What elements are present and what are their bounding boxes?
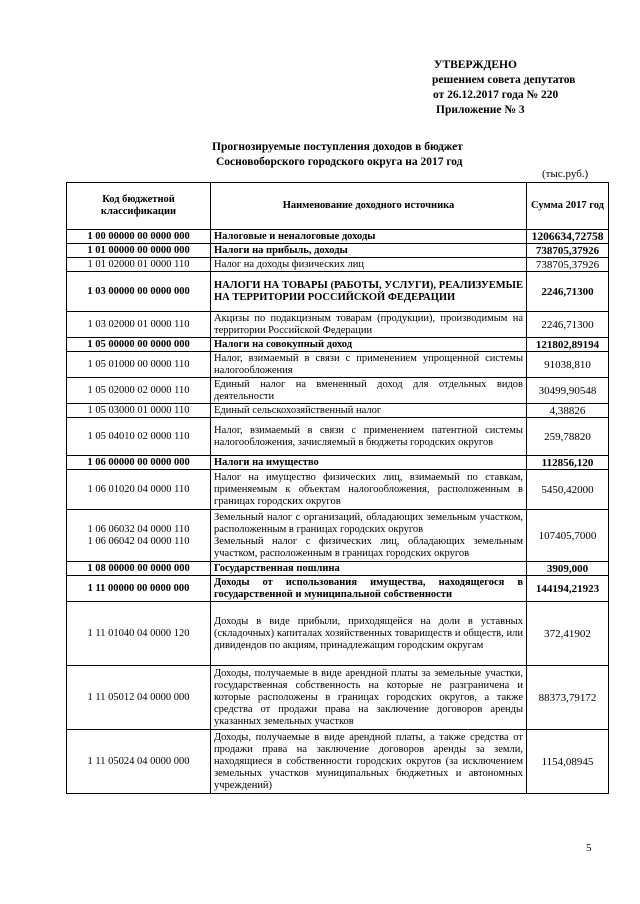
cell-sum: 3909,000 bbox=[527, 562, 609, 576]
title-line-2: Сосновоборского городского округа на 2017 год bbox=[216, 156, 463, 168]
cell-sum: 1154,08945 bbox=[527, 730, 609, 794]
appendix-number: Приложение № 3 bbox=[436, 104, 525, 116]
cell-sum: 88373,79172 bbox=[527, 666, 609, 730]
cell-code: 1 03 00000 00 0000 000 bbox=[67, 272, 211, 312]
approval-title: УТВЕРЖДЕНО bbox=[434, 59, 517, 71]
table-row bbox=[67, 602, 609, 666]
table-row bbox=[67, 244, 609, 258]
cell-code: 1 06 06032 04 0000 110 1 06 06042 04 0000 110 bbox=[67, 510, 211, 562]
header-sum: Сумма 2017 год bbox=[527, 183, 609, 230]
cell-code: 1 05 04010 02 0000 110 bbox=[67, 418, 211, 456]
cell-sum: 1206634,72758 bbox=[527, 230, 609, 244]
cell-code: 1 01 02000 01 0000 110 bbox=[67, 258, 211, 272]
cell-name: НАЛОГИ НА ТОВАРЫ (РАБОТЫ, УСЛУГИ), РЕАЛИЗУЕМЫЕ НА ТЕРРИТОРИИ РОССИЙСКОЙ ФЕДЕРАЦИИ bbox=[211, 272, 527, 312]
cell-name: Земельный налог с организаций, обладающих земельным участком, расположенным в границах городских округов Земельный налог с физических лиц, обладающих земельным участком, расположенным в границах городских округов bbox=[211, 510, 527, 562]
page-number: 5 bbox=[586, 842, 592, 854]
cell-name: Налоги на прибыль, доходы bbox=[211, 244, 527, 258]
approval-block bbox=[430, 58, 630, 118]
cell-sum: 91038,810 bbox=[527, 352, 609, 378]
table-row bbox=[67, 456, 609, 470]
cell-sum: 112856,120 bbox=[527, 456, 609, 470]
cell-name: Доходы, получаемые в виде арендной платы за земельные участки, государственная собственность на которые не разграничена и которые расположены в границах городских округов, а также средства от продажи права на заключение договоров аренды указанных земельных участков bbox=[211, 666, 527, 730]
table-row bbox=[67, 230, 609, 244]
units-label: (тыс.руб.) bbox=[542, 168, 589, 180]
cell-name: Государственная пошлина bbox=[211, 562, 527, 576]
cell-sum: 30499,90548 bbox=[527, 378, 609, 404]
table-row bbox=[67, 338, 609, 352]
cell-sum: 738705,37926 bbox=[527, 244, 609, 258]
cell-name: Доходы, получаемые в виде арендной платы, а также средства от продажи права на заключение договоров аренды за земли, находящиеся в собственности городских округов (за исключением земельных участков муниципальных бюджетных и автономных учреждений) bbox=[211, 730, 527, 794]
header-name: Наименование доходного источника bbox=[211, 183, 527, 230]
cell-name: Единый сельскохозяйственный налог bbox=[211, 404, 527, 418]
table-header-row bbox=[67, 183, 609, 230]
cell-code: 1 01 00000 00 0000 000 bbox=[67, 244, 211, 258]
table-row bbox=[67, 352, 609, 378]
cell-sum: 2246,71300 bbox=[527, 312, 609, 338]
cell-name: Единый налог на вмененный доход для отдельных видов деятельности bbox=[211, 378, 527, 404]
cell-code: 1 11 01040 04 0000 120 bbox=[67, 602, 211, 666]
cell-code: 1 08 00000 00 0000 000 bbox=[67, 562, 211, 576]
table-row bbox=[67, 404, 609, 418]
cell-code: 1 11 05024 04 0000 000 bbox=[67, 730, 211, 794]
budget-table bbox=[66, 182, 609, 794]
cell-code: 1 00 00000 00 0000 000 bbox=[67, 230, 211, 244]
table-row bbox=[67, 666, 609, 730]
cell-sum: 5450,42000 bbox=[527, 470, 609, 510]
cell-sum: 144194,21923 bbox=[527, 576, 609, 602]
table-row bbox=[67, 312, 609, 338]
table-row bbox=[67, 258, 609, 272]
header-code: Код бюджетной классификации bbox=[67, 183, 211, 230]
cell-name: Налоги на совокупный доход bbox=[211, 338, 527, 352]
cell-name: Доходы в виде прибыли, приходящейся на доли в уставных (складочных) капиталах хозяйственных товариществ и обществ, или дивидендов по акциям, принадлежащим городским округам bbox=[211, 602, 527, 666]
table-row bbox=[67, 730, 609, 794]
table-row bbox=[67, 562, 609, 576]
table-row bbox=[67, 418, 609, 456]
cell-code: 1 06 00000 00 0000 000 bbox=[67, 456, 211, 470]
cell-code: 1 05 01000 00 0000 110 bbox=[67, 352, 211, 378]
cell-name: Налог на доходы физических лиц bbox=[211, 258, 527, 272]
cell-sum: 372,41902 bbox=[527, 602, 609, 666]
cell-name: Налог, взимаемый в связи с применением патентной системы налогообложения, зачисляемый в бюджеты городских округов bbox=[211, 418, 527, 456]
cell-code: 1 03 02000 01 0000 110 bbox=[67, 312, 211, 338]
cell-code: 1 05 02000 02 0000 110 bbox=[67, 378, 211, 404]
table-row bbox=[67, 272, 609, 312]
cell-code: 1 11 00000 00 0000 000 bbox=[67, 576, 211, 602]
cell-name: Налоговые и неналоговые доходы bbox=[211, 230, 527, 244]
cell-sum: 259,78820 bbox=[527, 418, 609, 456]
cell-name: Акцизы по подакцизным товарам (продукции), производимым на территории Российской Федерации bbox=[211, 312, 527, 338]
cell-sum: 2246,71300 bbox=[527, 272, 609, 312]
table-row bbox=[67, 470, 609, 510]
table-row bbox=[67, 510, 609, 562]
cell-name: Налог на имущество физических лиц, взимаемый по ставкам, применяемым к объектам налогообложения, расположенным в границах городских округов bbox=[211, 470, 527, 510]
cell-code: 1 05 00000 00 0000 000 bbox=[67, 338, 211, 352]
title-line-1: Прогнозируемые поступления доходов в бюджет bbox=[212, 141, 463, 153]
cell-sum: 4,38826 bbox=[527, 404, 609, 418]
document-title bbox=[150, 140, 550, 170]
cell-name: Налоги на имущество bbox=[211, 456, 527, 470]
cell-name: Доходы от использования имущества, находящегося в государственной и муниципальной собственности bbox=[211, 576, 527, 602]
cell-sum: 121802,89194 bbox=[527, 338, 609, 352]
cell-code: 1 05 03000 01 0000 110 bbox=[67, 404, 211, 418]
table-row bbox=[67, 576, 609, 602]
cell-sum: 107405,7000 bbox=[527, 510, 609, 562]
cell-name: Налог, взимаемый в связи с применением упрощенной системы налогообложения bbox=[211, 352, 527, 378]
table-row bbox=[67, 378, 609, 404]
approval-decision: решением совета депутатов bbox=[432, 74, 576, 86]
cell-code: 1 06 01020 04 0000 110 bbox=[67, 470, 211, 510]
cell-code: 1 11 05012 04 0000 000 bbox=[67, 666, 211, 730]
cell-sum: 738705,37926 bbox=[527, 258, 609, 272]
approval-date: от 26.12.2017 года № 220 bbox=[433, 89, 559, 101]
